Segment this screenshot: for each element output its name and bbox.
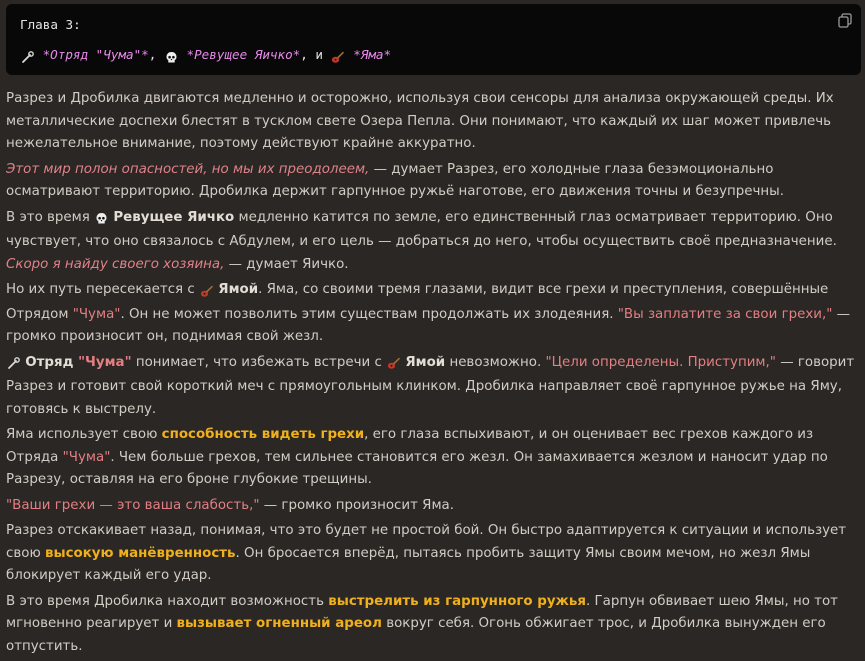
paragraph (6, 159, 861, 204)
paragraph-text: В это время (6, 209, 95, 225)
squad-label: Отряд (25, 354, 79, 370)
dialogue-quote: "Ваши грехи — это ваша слабость," (6, 497, 260, 513)
character-name: Ревущее Яичко (113, 209, 235, 225)
code-block (6, 4, 861, 75)
code-egg-name: *Ревущее Яичко* (186, 47, 301, 62)
paragraph-text: медленно катится по земле, его единственный глаз осматривает территорию. Оно чувствует, что оно связалось с Абдулем, и его цель — добраться до него, чтобы осуществить своё предназначение. (6, 209, 837, 249)
dialogue-quote: "Цели определены. Приступим," (545, 354, 776, 370)
code-squad-name: *Отряд "Чума"* (42, 47, 149, 62)
paragraph (6, 591, 861, 659)
paragraph-text: Разрез и Дробилка двигаются медленно и осторожно, используя свои сенсоры для анализа окружающей среды. Их металлические доспехи блестят в тусклом свете Озера Пепла. Они понимают, что каждый их шаг может привлечь нежелательное внимание, поэтому действуют крайне аккуратно. (6, 91, 834, 151)
code-line-cast (20, 46, 847, 65)
guitar-icon (331, 48, 346, 65)
ability-highlight: выстрелить из гарпунного ружья (328, 593, 586, 609)
character-name: Ямой (218, 282, 259, 297)
paragraph-text: Яма использует свою (6, 427, 162, 442)
ability-highlight: высокую манёвренность (44, 545, 236, 561)
paragraph-text: понимает, что избежать встречи с (131, 354, 387, 370)
paragraph-text: Но их путь пересекается с (6, 282, 199, 297)
guitar-icon (199, 281, 214, 304)
paragraph-text: — думает Яичко. (224, 256, 349, 272)
ability-highlight: способность видеть грехи (161, 427, 365, 442)
paragraph (6, 495, 861, 518)
code-separator: , (148, 47, 164, 62)
paragraph-text: невозможно. (445, 354, 546, 370)
paragraph-text: — говорит Разрез и готовит свой короткий меч с прямоугольным клинком. Дробилка направляет своё гарпунное ружье на Яму, готовясь к выстрелу. (6, 354, 855, 417)
paragraph-text: . Он бросается вперёд, пытаясь пробить защиту Ямы своим мечом, но жезл Ямы блокирует каждый его удар. (6, 545, 811, 583)
paragraph (6, 88, 861, 156)
story-content (6, 88, 861, 661)
paragraph-text: . Яма, со своими тремя глазами, видит все грехи и преступления, совершённые Отрядом (6, 282, 829, 322)
paragraph (6, 352, 861, 422)
paragraph-text: вокруг себя. Огонь обжигает трос, и Дробилка вынужден его отпустить. (6, 616, 826, 654)
guitar-icon (386, 354, 401, 377)
skull-icon (94, 209, 109, 232)
code-line-chapter: Глава 3: (20, 17, 81, 32)
paragraph-text: В это время Дробилка находит возможность (6, 593, 329, 609)
character-name: Ямой (405, 354, 446, 370)
paragraph-text: , его глаза вспыхивают, и он оценивает вес грехов каждого из Отряда (6, 427, 814, 465)
paragraph-text: . Гарпун обвивает шею Ямы, но тот мгновенно реагирует и (6, 593, 838, 631)
thought-text: Скоро я найду своего хозяина, (6, 256, 225, 272)
ability-highlight: вызывает огненный ареол (176, 616, 382, 631)
thought-text: Этот мир полон опасностей, но мы их преодолеем, (6, 161, 370, 177)
dialogue-quote: "Вы заплатите за свои грехи," (617, 306, 833, 322)
code-separator: , и (300, 47, 331, 62)
paragraph (6, 279, 861, 349)
wrench-icon (6, 354, 21, 377)
squad-name: "Чума" (72, 306, 121, 322)
paragraph-text: . Он не может позволить этим существам продолжать их злодеяния. (120, 306, 618, 322)
paragraph (6, 424, 861, 492)
skull-icon (164, 48, 179, 65)
paragraph-text: — думает Разрез, его холодные глаза безэмоционально осматривают территорию. Дробилка держит гарпунное ружьё наготове, его движения точны и безупречны. (6, 161, 784, 199)
paragraph-text: Разрез отскакивает назад, понимая, что это будет не простой бой. Он быстро адаптируется к ситуации и использует свою (6, 523, 847, 561)
paragraph-text: — громко произносит он, поднимая свой жезл. (6, 306, 851, 344)
paragraph (6, 520, 861, 588)
copy-icon[interactable] (838, 13, 852, 28)
code-yama-name: *Яма* (353, 47, 392, 62)
paragraph-text: — громко произносит Яма. (259, 497, 455, 513)
paragraph-text: . Чем больше грехов, тем сильнее становится его жезл. Он замахивается жезлом и наносит удар по Разрезу, оставляя на его броне глубокие трещины. (6, 449, 828, 487)
squad-name: "Чума" (78, 354, 132, 370)
wrench-icon (20, 48, 35, 65)
paragraph (6, 207, 861, 277)
squad-name: "Чума" (62, 449, 111, 465)
